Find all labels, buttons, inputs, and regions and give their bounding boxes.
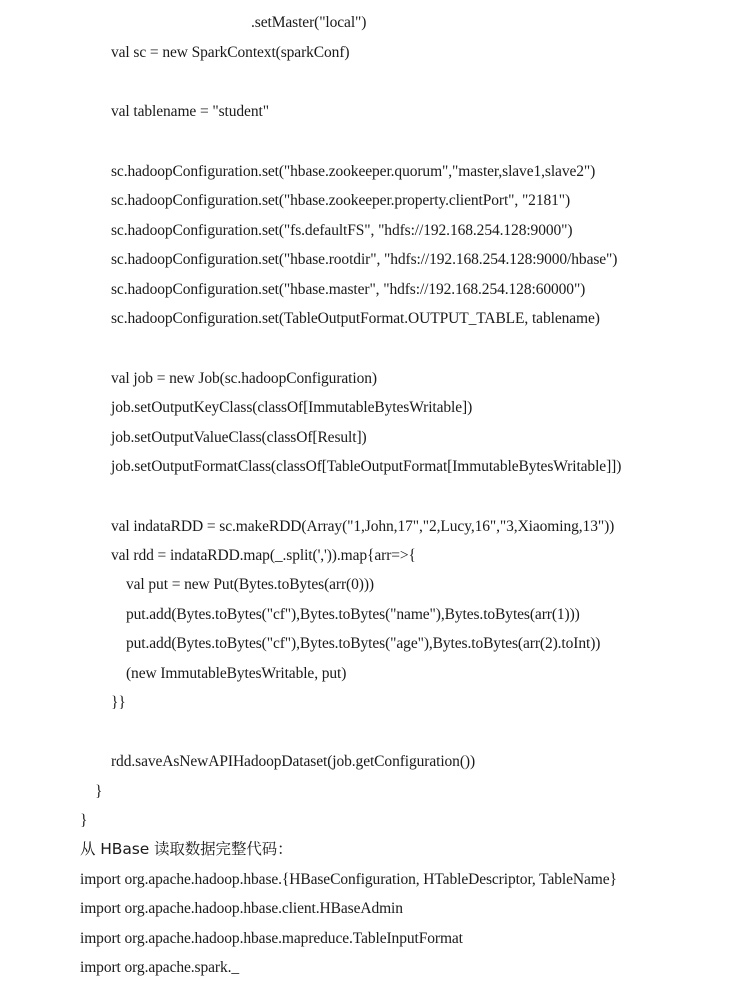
code-line: }} bbox=[111, 694, 126, 711]
code-line: val sc = new SparkContext(sparkConf) bbox=[111, 44, 350, 61]
code-line: sc.hadoopConfiguration.set("hbase.master", "hdfs://192.168.254.128:60000") bbox=[111, 281, 586, 298]
code-line: sc.hadoopConfiguration.set("hbase.rootdir", "hdfs://192.168.254.128:9000/hbase") bbox=[111, 251, 618, 268]
code-line: (new ImmutableBytesWritable, put) bbox=[126, 665, 347, 682]
section-heading: 从 HBase 读取数据完整代码： bbox=[80, 840, 293, 858]
code-line: } bbox=[95, 783, 103, 800]
code-line: val indataRDD = sc.makeRDD(Array("1,John,17","2,Lucy,16","3,Xiaoming,13")) bbox=[111, 518, 615, 535]
import-line: import org.apache.hadoop.hbase.{HBaseConfiguration, HTableDescriptor, TableName} bbox=[80, 871, 617, 888]
code-line: job.setOutputFormatClass(classOf[TableOutputFormat[ImmutableBytesWritable]]) bbox=[111, 458, 622, 475]
code-line: put.add(Bytes.toBytes("cf"),Bytes.toBytes("age"),Bytes.toBytes(arr(2).toInt)) bbox=[126, 635, 601, 652]
code-line: put.add(Bytes.toBytes("cf"),Bytes.toBytes("name"),Bytes.toBytes(arr(1))) bbox=[126, 606, 580, 623]
code-line: val rdd = indataRDD.map(_.split(',')).map{arr=>{ bbox=[111, 547, 416, 564]
import-line: import org.apache.hadoop.hbase.client.HBaseAdmin bbox=[80, 900, 403, 917]
code-line: } bbox=[80, 812, 88, 829]
code-line: job.setOutputKeyClass(classOf[ImmutableBytesWritable]) bbox=[111, 399, 473, 416]
code-line: sc.hadoopConfiguration.set(TableOutputFormat.OUTPUT_TABLE, tablename) bbox=[111, 310, 600, 327]
code-line: .setMaster("local") bbox=[251, 14, 367, 31]
code-line: job.setOutputValueClass(classOf[Result]) bbox=[111, 429, 367, 446]
code-line: sc.hadoopConfiguration.set("hbase.zookeeper.quorum","master,slave1,slave2") bbox=[111, 163, 596, 180]
import-line: import org.apache.hadoop.hbase.mapreduce.TableInputFormat bbox=[80, 930, 463, 947]
code-line: val put = new Put(Bytes.toBytes(arr(0))) bbox=[126, 576, 374, 593]
import-line: import org.apache.spark._ bbox=[80, 959, 240, 976]
code-line: val tablename = "student" bbox=[111, 103, 269, 120]
code-line: val job = new Job(sc.hadoopConfiguration) bbox=[111, 370, 377, 387]
code-line: rdd.saveAsNewAPIHadoopDataset(job.getConfiguration()) bbox=[111, 753, 476, 770]
code-line: sc.hadoopConfiguration.set("fs.defaultFS", "hdfs://192.168.254.128:9000") bbox=[111, 222, 573, 239]
code-line: sc.hadoopConfiguration.set("hbase.zookeeper.property.clientPort", "2181") bbox=[111, 192, 571, 209]
